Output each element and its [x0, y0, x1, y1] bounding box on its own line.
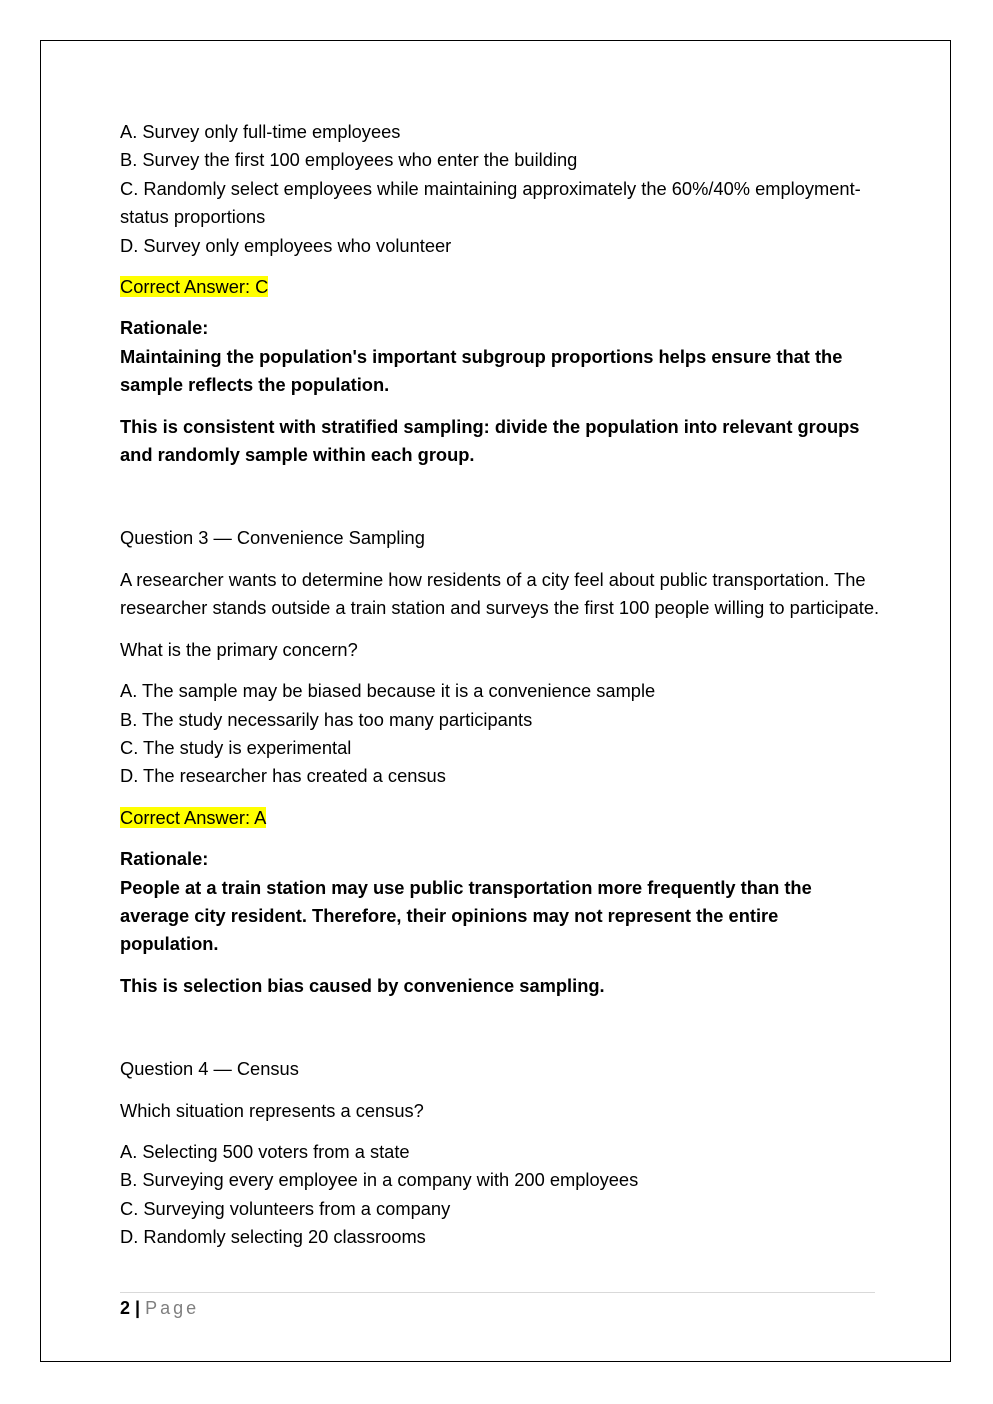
q3-rationale-label: Rationale: [120, 848, 209, 870]
q3-options [120, 677, 880, 791]
q3-title: Question 3 — Convenience Sampling [120, 527, 425, 549]
q2-option-c: C. Randomly select employees while maintaining approximately the 60%/40% employment-status proportions [120, 177, 861, 228]
page-footer [120, 1295, 199, 1321]
q2-rationale-label: Rationale: [120, 317, 209, 339]
q3-answer-highlight: Correct Answer: A [120, 806, 267, 828]
q3-question: What is the primary concern? [120, 638, 358, 660]
q3-option-d: D. The researcher has created a census [120, 765, 446, 787]
q2-option-a: A. Survey only full-time employees [120, 121, 401, 142]
q3-option-a: A. The sample may be biased because it is a convenience sample [120, 680, 656, 702]
q2-answer-highlight: Correct Answer: C [120, 276, 269, 298]
document-body [120, 118, 880, 1252]
q4-option-d: D. Randomly selecting 20 classrooms [120, 1226, 426, 1248]
footer-divider [120, 1292, 875, 1293]
q4-option-b: B. Surveying every employee in a company with 200 employees [120, 1169, 639, 1191]
q4-option-a: A. Selecting 500 voters from a state [120, 1140, 410, 1162]
q3-option-c: C. The study is experimental [120, 736, 352, 758]
q2-option-d: D. Survey only employees who volunteer [120, 234, 452, 256]
q4-title: Question 4 — Census [120, 1058, 299, 1080]
q4-option-c: C. Surveying volunteers from a company [120, 1197, 451, 1219]
q3-rationale-extra: This is selection bias caused by convenience sampling. [120, 974, 605, 996]
q3-option-b: B. The study necessarily has too many participants [120, 708, 533, 730]
q2-rationale-extra: This is consistent with stratified sampling: divide the population into relevant groups and randomly sample within each group. [120, 415, 860, 466]
q3-prompt: A researcher wants to determine how residents of a city feel about public transportation. The researcher stands outside a train station and surveys the first 100 people willing to participate. [120, 568, 880, 619]
q3-answer [120, 804, 880, 832]
q2-rationale-text: Maintaining the population's important subgroup proportions helps ensure that the sample reflects the population. [120, 345, 843, 396]
footer-separator: | [135, 1298, 141, 1318]
q3-rationale-text: People at a train station may use public transportation more frequently than the average city resident. Therefore, their opinions may not represent the entire population. [120, 876, 812, 955]
q2-option-b: B. Survey the first 100 employees who enter the building [120, 149, 578, 171]
page-number: 2 [120, 1298, 131, 1318]
q2-options [120, 118, 880, 260]
q2-rationale [120, 314, 880, 399]
q4-question: Which situation represents a census? [120, 1099, 424, 1121]
q4-options [120, 1138, 880, 1252]
page-label: Page [145, 1298, 200, 1318]
q3-rationale [120, 845, 880, 959]
q2-answer [120, 273, 880, 301]
